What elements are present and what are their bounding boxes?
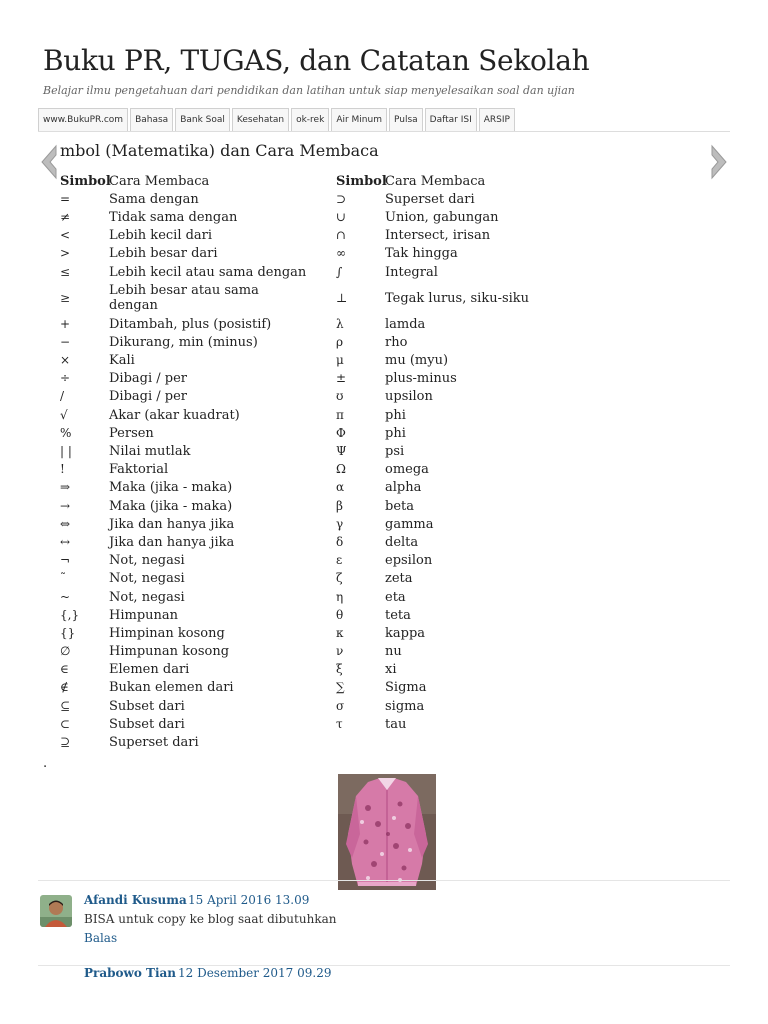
blog-title[interactable]: Buku PR, TUGAS, dan Catatan Sekolah <box>43 44 590 77</box>
reading-cell: delta <box>385 534 419 550</box>
tab-bukupr[interactable]: www.BukuPR.com <box>38 108 128 131</box>
reading-cell: gamma <box>385 516 434 532</box>
reading-cell: kappa <box>385 625 426 641</box>
symbol-cell: → <box>60 498 71 513</box>
comment-author[interactable]: Prabowo Tian <box>84 966 177 980</box>
symbol-cell: < <box>60 228 71 243</box>
table-row <box>60 315 309 333</box>
symbol-cell: ≥ <box>60 290 71 305</box>
table-row <box>336 533 565 551</box>
reading-cell: epsilon <box>385 553 433 569</box>
symbol-cell: ˜ <box>60 571 66 586</box>
avatar[interactable] <box>40 895 72 927</box>
tab-arsip[interactable]: ARSIP <box>479 108 515 131</box>
reading-cell: Faktorial <box>109 462 169 478</box>
header-reading: Cara Membaca <box>385 173 486 189</box>
table-row <box>336 461 565 479</box>
comment-author[interactable]: Afandi Kusuma <box>84 893 187 907</box>
header-reading: Cara Membaca <box>109 173 210 189</box>
symbol-cell: / <box>60 389 65 404</box>
comment-divider <box>38 880 730 881</box>
reading-cell: Sama dengan <box>109 191 199 207</box>
table-row <box>60 263 309 281</box>
reading-cell: eta <box>385 589 406 605</box>
reading-cell: phi <box>385 425 406 441</box>
post-title: mbol (Matematika) dan Cara Membaca <box>60 141 379 160</box>
table-row <box>60 424 309 442</box>
table-row <box>336 315 565 333</box>
tab-daftar-isi[interactable]: Daftar ISI <box>425 108 477 131</box>
table-row <box>336 227 565 245</box>
symbol-cell: − <box>60 334 71 349</box>
table-row <box>336 643 565 661</box>
table-row <box>60 497 309 515</box>
tab-bahasa[interactable]: Bahasa <box>130 108 173 131</box>
reading-cell: tau <box>385 716 407 732</box>
table-row <box>336 442 565 460</box>
blog-description: Belajar ilmu pengetahuan dari pendidikan dan latihan untuk siap menyelesaikan soal dan ujian <box>43 84 575 97</box>
nav-divider <box>38 131 730 132</box>
symbol-cell: √ <box>60 407 68 422</box>
reading-cell: Union, gabungan <box>385 209 499 225</box>
reading-cell: Integral <box>385 264 438 280</box>
symbol-cell: ≤ <box>60 264 71 279</box>
reading-cell: Jika dan hanya jika <box>109 516 235 532</box>
table-row <box>60 533 309 551</box>
reading-cell: Himpunan kosong <box>109 644 230 660</box>
table-row <box>60 606 309 624</box>
reading-cell: Himpinan kosong <box>109 625 225 641</box>
symbol-cell: ∩ <box>336 228 347 243</box>
table-row <box>60 370 309 388</box>
symbol-cell: ∉ <box>60 680 69 695</box>
table-row <box>336 406 565 424</box>
reading-cell: Jika dan hanya jika <box>109 534 235 550</box>
symbol-cell: = <box>60 191 71 206</box>
symbol-cell: {,} <box>60 607 80 622</box>
blouse-ad-image[interactable] <box>338 774 436 890</box>
symbol-cell: % <box>60 425 72 440</box>
reading-cell: Not, negasi <box>109 553 185 569</box>
table-header <box>60 172 309 190</box>
reading-cell: Tidak sama dengan <box>109 209 238 225</box>
tab-kesehatan[interactable]: Kesehatan <box>232 108 289 131</box>
symbol-cell: > <box>60 246 71 261</box>
reading-cell: teta <box>385 607 411 623</box>
symbol-cell: ∞ <box>336 246 346 261</box>
symbol-cell: ∈ <box>60 662 69 677</box>
table-row <box>60 643 309 661</box>
symbol-cell: ξ <box>336 662 343 677</box>
reading-cell: Superset dari <box>109 735 199 751</box>
reading-cell: Not, negasi <box>109 571 185 587</box>
reading-cell: Lebih kecil atau sama dengan <box>109 264 307 280</box>
symbol-cell: ε <box>336 553 343 568</box>
symbol-cell: ⊇ <box>60 735 71 750</box>
symbol-cell: ⊆ <box>60 698 71 713</box>
symbol-cell: δ <box>336 534 344 549</box>
reading-cell: Dibagi / per <box>109 389 188 405</box>
table-row <box>60 570 309 588</box>
table-row <box>336 515 565 533</box>
reading-cell: omega <box>385 462 429 478</box>
symbol-cell: {} <box>60 625 76 640</box>
table-row <box>60 190 309 208</box>
arrow-right-icon[interactable] <box>708 143 730 181</box>
reading-cell: Bukan elemen dari <box>109 680 234 696</box>
symbol-cell: ± <box>336 371 347 386</box>
symbol-cell: ρ <box>336 334 344 349</box>
symbol-table-left <box>60 172 309 752</box>
table-row <box>336 208 565 226</box>
table-row <box>336 281 565 315</box>
tab-air-minum[interactable]: Air Minum <box>331 108 387 131</box>
reading-cell: Tegak lurus, siku-siku <box>385 290 530 306</box>
table-row <box>60 515 309 533</box>
table-row <box>336 497 565 515</box>
header-symbol: Simbol <box>336 173 387 189</box>
symbol-cell: Φ <box>336 425 346 440</box>
reading-cell: Himpunan <box>109 607 179 623</box>
symbol-cell: Ω <box>336 462 346 477</box>
table-row <box>336 552 565 570</box>
symbol-cell: θ <box>336 607 344 622</box>
symbol-cell: η <box>336 589 344 604</box>
header-symbol: Simbol <box>60 173 111 189</box>
symbol-cell: ↔ <box>60 534 71 549</box>
reading-cell: Elemen dari <box>109 662 190 678</box>
reply-link[interactable]: Balas <box>84 931 118 945</box>
symbol-cell: ∅ <box>60 644 71 659</box>
table-row <box>336 388 565 406</box>
symbol-table-right <box>336 172 565 733</box>
reading-cell: Kali <box>109 353 135 369</box>
table-row <box>60 333 309 351</box>
reading-cell: Lebih besar dari <box>109 246 218 262</box>
symbol-cell: γ <box>336 516 344 531</box>
reading-cell: Persen <box>109 425 154 441</box>
reading-cell: alpha <box>385 480 422 496</box>
comment-date[interactable]: 12 Desember 2017 09.29 <box>178 966 332 980</box>
reading-cell: Superset dari <box>385 191 475 207</box>
table-row <box>60 697 309 715</box>
table-row <box>336 715 565 733</box>
symbol-cell: Ψ <box>336 444 347 459</box>
table-row <box>60 733 309 751</box>
table-header <box>336 172 565 190</box>
table-row <box>60 479 309 497</box>
symbol-cell: κ <box>336 625 344 640</box>
reading-cell: zeta <box>385 571 413 587</box>
reading-cell: mu (myu) <box>385 353 449 369</box>
reading-cell: Dikurang, min (minus) <box>109 334 258 350</box>
reading-cell: Nilai mutlak <box>109 444 191 460</box>
reading-cell: Sigma <box>385 680 427 696</box>
symbol-cell: ʊ <box>336 389 344 404</box>
tab-pulsa[interactable]: Pulsa <box>389 108 423 131</box>
symbol-cell: ζ <box>336 571 343 586</box>
table-row <box>336 190 565 208</box>
table-row <box>60 715 309 733</box>
table-row <box>336 570 565 588</box>
table-row <box>336 263 565 281</box>
reading-cell: Lebih besar atau sama dengan <box>109 283 259 314</box>
table-row <box>336 697 565 715</box>
symbol-cell: π <box>336 407 344 422</box>
reading-cell: Intersect, irisan <box>385 228 491 244</box>
tab-ok-rek[interactable]: ok-rek <box>291 108 329 131</box>
symbol-cell: τ <box>336 716 343 731</box>
symbol-cell: ∑ <box>336 680 345 695</box>
reading-cell: Tak hingga <box>385 246 458 262</box>
table-row <box>60 227 309 245</box>
reading-cell: Ditambah, plus (posistif) <box>109 316 272 332</box>
reading-cell: psi <box>385 444 405 460</box>
symbol-cell: ¬ <box>60 553 71 568</box>
table-row <box>336 606 565 624</box>
reading-cell: lamda <box>385 316 426 332</box>
symbol-cell: ∪ <box>336 209 347 224</box>
table-row <box>336 661 565 679</box>
symbol-cell: ⊂ <box>60 716 71 731</box>
reading-cell: sigma <box>385 698 425 714</box>
table-row <box>60 245 309 263</box>
reading-cell: Lebih kecil dari <box>109 228 213 244</box>
reading-cell: xi <box>385 662 397 678</box>
reading-cell: plus-minus <box>385 371 457 387</box>
symbol-cell: ∫ <box>336 264 343 279</box>
symbol-cell: ⇒ <box>60 480 71 495</box>
reading-cell: Dibagi / per <box>109 371 188 387</box>
table-row <box>60 406 309 424</box>
reading-cell: Maka (jika - maka) <box>109 480 233 496</box>
symbol-cell: λ <box>336 316 344 331</box>
reading-cell: beta <box>385 498 414 514</box>
comment-text: BISA untuk copy ke blog saat dibutuhkan <box>84 912 337 926</box>
symbol-cell: ~ <box>60 589 71 604</box>
table-row <box>60 208 309 226</box>
reading-cell: rho <box>385 334 408 350</box>
table-row <box>336 245 565 263</box>
table-row <box>60 461 309 479</box>
table-row <box>60 588 309 606</box>
table-row <box>336 679 565 697</box>
symbol-cell: ! <box>60 462 65 477</box>
symbol-cell: × <box>60 353 71 368</box>
symbol-cell: α <box>336 480 345 495</box>
symbol-cell: ν <box>336 644 344 659</box>
symbol-cell: β <box>336 498 343 513</box>
reading-cell: nu <box>385 644 402 660</box>
symbol-cell: + <box>60 316 71 331</box>
table-row <box>60 442 309 460</box>
table-row <box>60 352 309 370</box>
symbol-cell: ≠ <box>60 209 71 224</box>
table-row <box>336 370 565 388</box>
reading-cell: Akar (akar kuadrat) <box>109 407 240 423</box>
table-row <box>60 281 309 315</box>
trailing-dot: . <box>43 756 48 771</box>
reading-cell: Not, negasi <box>109 589 185 605</box>
table-row <box>336 352 565 370</box>
table-row <box>60 661 309 679</box>
table-row <box>336 333 565 351</box>
reading-cell: upsilon <box>385 389 433 405</box>
symbol-cell: ⊃ <box>336 191 347 206</box>
symbol-cell: μ <box>336 353 344 368</box>
symbol-cell: ⊥ <box>336 290 348 305</box>
table-row <box>336 424 565 442</box>
table-row <box>336 624 565 642</box>
table-row <box>60 624 309 642</box>
reading-cell: Maka (jika - maka) <box>109 498 233 514</box>
tab-bank-soal[interactable]: Bank Soal <box>175 108 230 131</box>
table-row <box>336 479 565 497</box>
arrow-left-icon[interactable] <box>38 143 60 181</box>
symbol-cell: σ <box>336 698 345 713</box>
reading-cell: phi <box>385 407 406 423</box>
table-row <box>60 679 309 697</box>
symbol-cell: ÷ <box>60 371 71 386</box>
comment-date[interactable]: 15 April 2016 13.09 <box>188 893 310 907</box>
symbol-cell: ⇔ <box>60 516 71 531</box>
table-row <box>336 588 565 606</box>
symbol-cell: | | <box>60 444 72 459</box>
table-row <box>60 388 309 406</box>
table-row <box>60 552 309 570</box>
nav-tabs <box>38 108 517 131</box>
reading-cell: Subset dari <box>109 716 185 732</box>
reading-cell: Subset dari <box>109 698 185 714</box>
